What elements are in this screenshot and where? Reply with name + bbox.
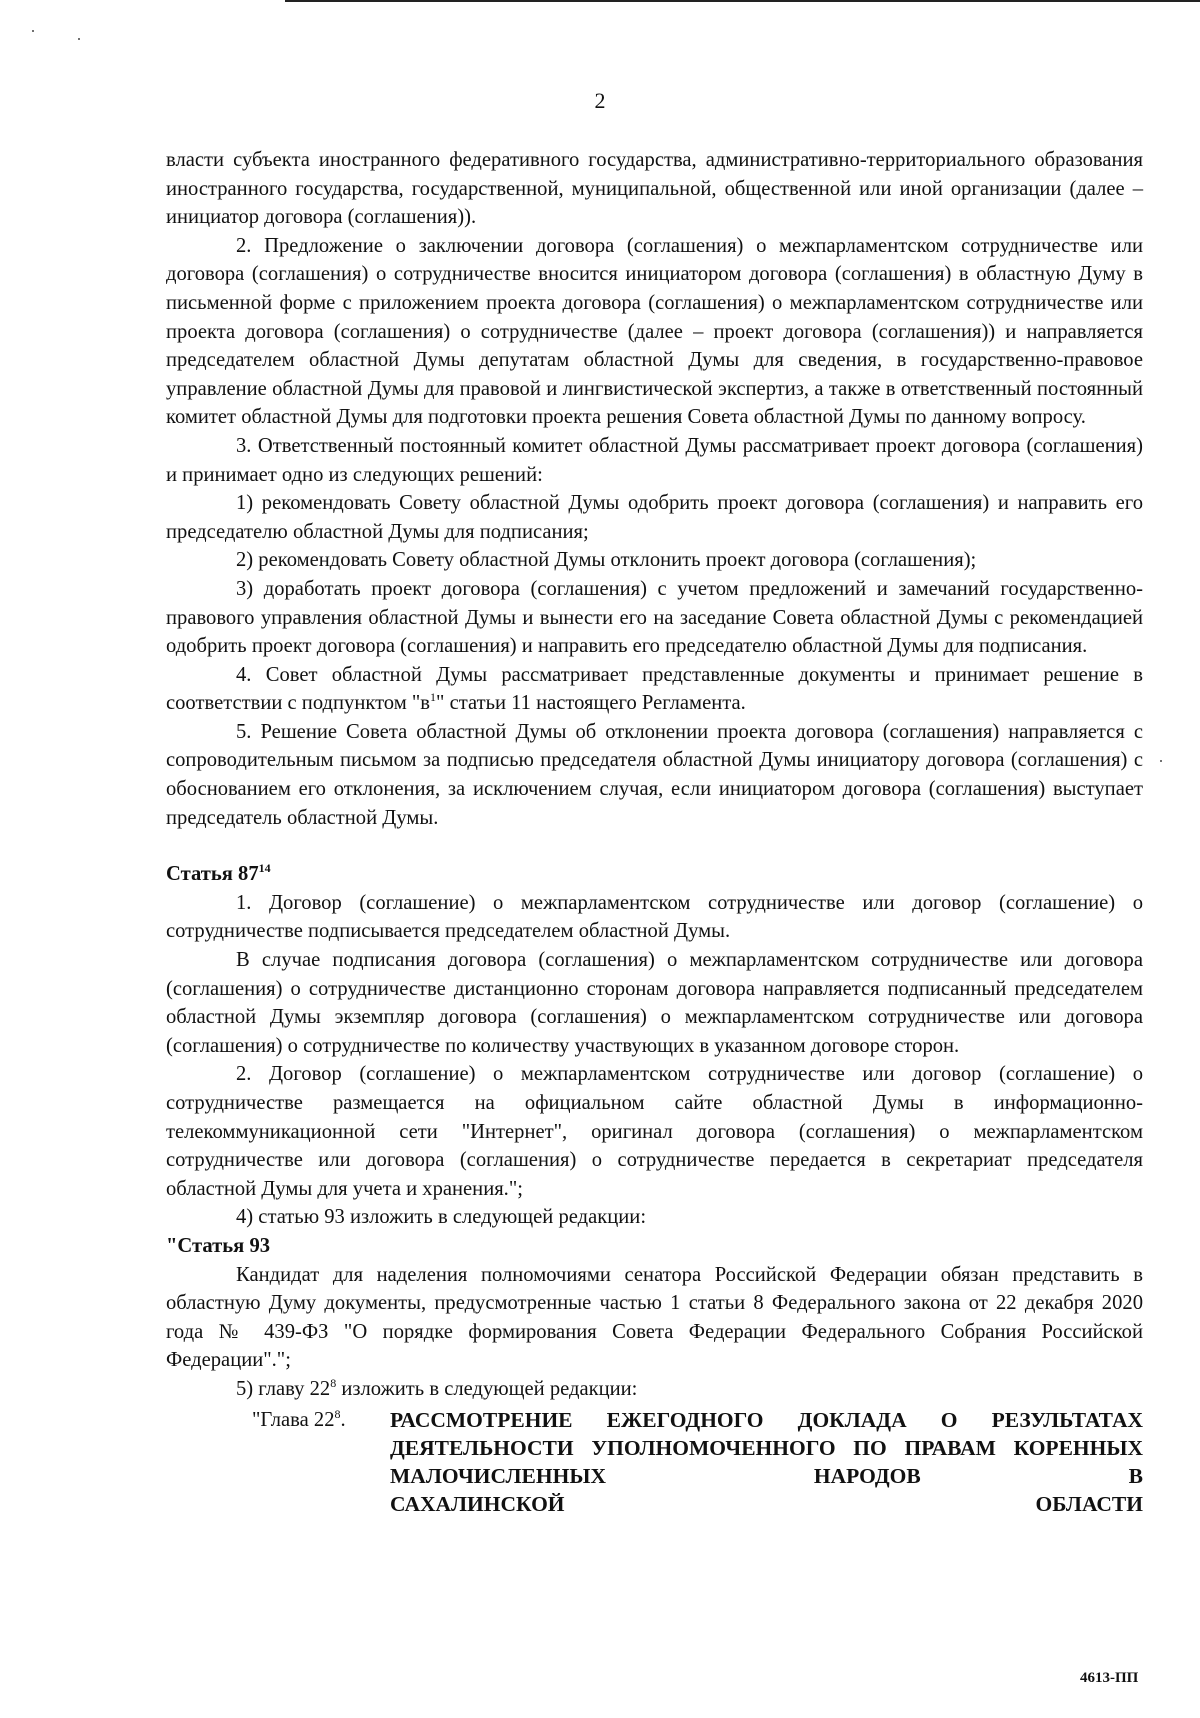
superscript: 8 [334,1406,341,1421]
list-item: 1) рекомендовать Совету областной Думы одобрить проект договора (соглашения) и направить его председателю областной Думы для подписания; [166,492,1143,543]
paragraph [166,661,1143,718]
chapter-title-last: САХАЛИНСКОЙ ОБЛАСТИ [390,1491,1143,1516]
article-heading [166,860,1143,889]
paragraph: Кандидат для наделения полномочиями сенатора Российской Федерации обязан представить в областную Думу документы, предусмотренные частью 1 статьи 8 Федерального закона от 22 декабря 2020 года № 439-ФЗ "О порядке формирования Совета Федерации Федерального Собрания Российской Федерации"."; [166,1263,1143,1372]
paragraph: 2. Договор (соглашение) о межпарламентском сотрудничестве или договор (соглашение) о сотрудничестве размещается на официальном сайте областной Думы в информационно-телекоммуникационной сети "Интернет", оригинал договора (соглашения) о межпарламентском сотрудничестве или договора (соглашения) о сотрудничестве передается в секретариат председателя областной Думы для учета и хранения."; [166,1063,1143,1200]
top-border-line [285,0,1200,2]
paragraph: 2. Предложение о заключении договора (соглашения) о межпарламентском сотрудничестве или договора (соглашения) о сотрудничестве вносится инициатором договора (соглашения) в областную Думу в письменной форме с приложением проекта договора (соглашения) о межпарламентском сотрудничестве или проекта договора (соглашения) о сотрудничестве (далее – проект договора (соглашения)) и направляется председателем областной Думы депутатам областной Думы для сведения, в государственно-правовое управление областной Думы для правовой и лингвистической экспертиз, а также в ответственный постоянный комитет областной Думы для подготовки проекта решения Совета областной Думы по данному вопросу. [166,234,1143,429]
paragraph: В случае подписания договора (соглашения) о межпарламентском сотрудничестве или договора (соглашения) о сотрудничестве дистанционно сторонам договора направляется подписанный председателем областной Думы экземпляр договора (соглашения) о межпарламентском сотрудничестве или договора (соглашения) о сотрудничестве по количеству участвующих в указанном договоре сторон. [166,949,1143,1057]
superscript: 8 [330,1376,337,1391]
list-item: 3) доработать проект договора (соглашения) с учетом предложений и замечаний государственно-правового управления областной Думы и вынести его на заседание Совета областной Думы с рекомендацией одобрить проект договора (соглашения) и направить его председателю областной Думы для подписания. [166,577,1143,658]
paragraph-text: изложить в следующей редакции: [336,1377,638,1400]
paragraph: 3. Ответственный постоянный комитет областной Думы рассматривает проект договора (соглашения) и принимает одно из следующих решений: [166,434,1143,486]
chapter-label [166,1406,390,1518]
list-item [166,1375,1143,1404]
document-code: 4613-ПП [1080,1670,1139,1686]
paragraph-text: 4. Совет областной Думы рассматривает представленные документы и принимает решение в соответствии с подпунктом "в [166,663,1143,715]
scan-speck [32,30,34,32]
paragraph: 4) статью 93 изложить в следующей редакции: [236,1206,647,1229]
list-item: 2) рекомендовать Совету областной Думы отклонить проект договора (соглашения); [236,549,977,572]
paragraph-text: 5) главу 22 [236,1377,331,1400]
chapter-title [390,1406,1143,1518]
chapter-title-main: РАССМОТРЕНИЕ ЕЖЕГОДНОГО ДОКЛАДА О РЕЗУЛЬТАТАХ ДЕЯТЕЛЬНОСТИ УПОЛНОМОЧЕННОГО ПО ПРАВАМ КОРЕННЫХ МАЛОЧИСЛЕННЫХ НАРОДОВ В [390,1407,1143,1488]
paragraph: власти субъекта иностранного федеративного государства, административно-территориального образования иностранного государства, государственной, муниципальной, общественной или иной организации (далее – инициатор договора (соглашения)). [166,149,1143,229]
document-body [166,146,1143,1518]
scan-speck [1160,760,1162,762]
paragraph-text: " статьи 11 настоящего Регламента. [436,692,746,715]
article-title: Статья 87 [166,863,259,886]
chapter-heading [166,1406,1143,1518]
superscript: 1 [430,690,437,705]
article-heading: "Статья 93 [166,1234,271,1257]
chapter-label-text: "Глава 22 [252,1408,335,1431]
paragraph: 5. Решение Совета областной Думы об отклонении проекта договора (соглашения) направляется с сопроводительным письмом за подписью председателя областной Думы инициатору договора (соглашения) с обоснованием его отклонения, за исключением случая, если инициатором договора (соглашения) выступает председатель областной Думы. [166,720,1143,829]
scan-speck [78,38,80,40]
chapter-label-text: . [340,1408,346,1431]
page-number: 2 [594,88,606,113]
superscript: 14 [258,861,271,876]
paragraph: 1. Договор (соглашение) о межпарламентском сотрудничестве или договор (соглашение) о сотрудничестве подписывается председателем областной Думы. [166,891,1143,943]
